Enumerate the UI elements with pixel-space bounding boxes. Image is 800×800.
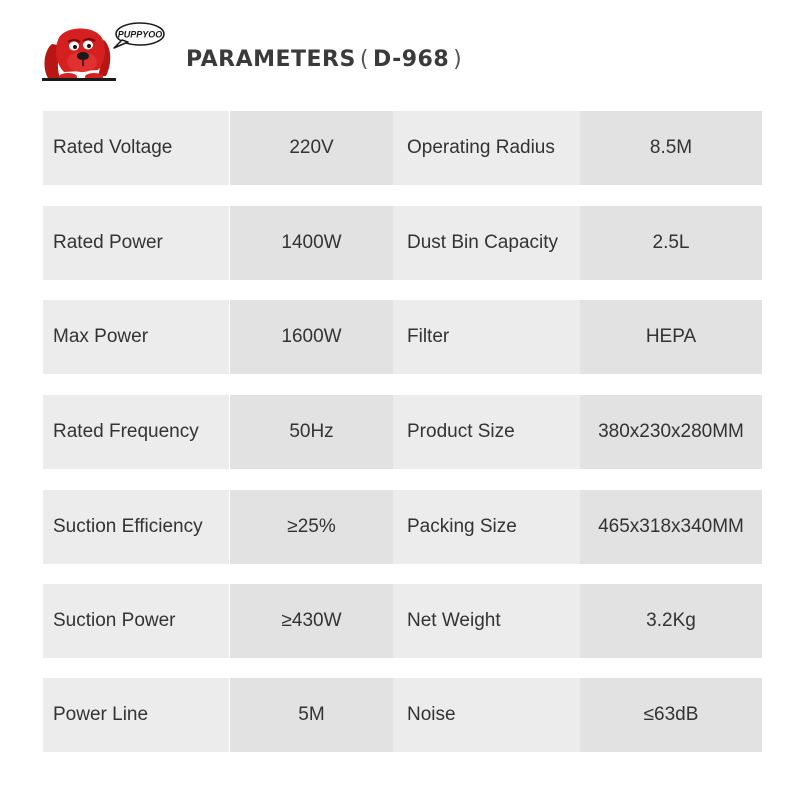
page-title	[186, 44, 466, 76]
title-close-paren: )	[453, 47, 463, 72]
brand-logo	[42, 20, 166, 82]
param-label: Rated Power	[43, 206, 229, 280]
table-row	[43, 111, 762, 185]
param-value: ≤63dB	[580, 678, 762, 752]
param-label: Net Weight	[393, 584, 580, 658]
param-value: 465x318x340MM	[580, 490, 762, 564]
param-label: Suction Efficiency	[43, 490, 229, 564]
param-label: Max Power	[43, 300, 229, 374]
param-label: Noise	[393, 678, 580, 752]
param-label: Suction Power	[43, 584, 229, 658]
param-label: Packing Size	[393, 490, 580, 564]
param-label: Filter	[393, 300, 580, 374]
param-label: Product Size	[393, 395, 580, 469]
param-value: 1600W	[230, 300, 393, 374]
table-row	[43, 678, 762, 752]
param-value: 2.5L	[580, 206, 762, 280]
table-row	[43, 490, 762, 564]
title-open-paren: (	[359, 47, 369, 72]
param-label: Operating Radius	[393, 111, 580, 185]
param-value: 8.5M	[580, 111, 762, 185]
param-value: HEPA	[580, 300, 762, 374]
param-value: ≥25%	[230, 490, 393, 564]
param-value: 220V	[230, 111, 393, 185]
param-value: 5M	[230, 678, 393, 752]
param-label: Dust Bin Capacity	[393, 206, 580, 280]
param-value: 3.2Kg	[580, 584, 762, 658]
table-row	[43, 206, 762, 280]
param-label: Rated Voltage	[43, 111, 229, 185]
title-text: PARAMETERS	[186, 47, 356, 72]
param-value: 1400W	[230, 206, 393, 280]
table-row	[43, 584, 762, 658]
table-row	[43, 395, 762, 469]
title-model: D-968	[372, 47, 450, 72]
logo-wordmark: PUPPYOO	[117, 29, 163, 40]
param-value: ≥430W	[230, 584, 393, 658]
param-value: 50Hz	[230, 395, 393, 469]
param-value: 380x230x280MM	[580, 395, 762, 469]
dog-mascot-icon	[42, 20, 166, 82]
table-row	[43, 300, 762, 374]
param-label: Power Line	[43, 678, 229, 752]
param-label: Rated Frequency	[43, 395, 229, 469]
